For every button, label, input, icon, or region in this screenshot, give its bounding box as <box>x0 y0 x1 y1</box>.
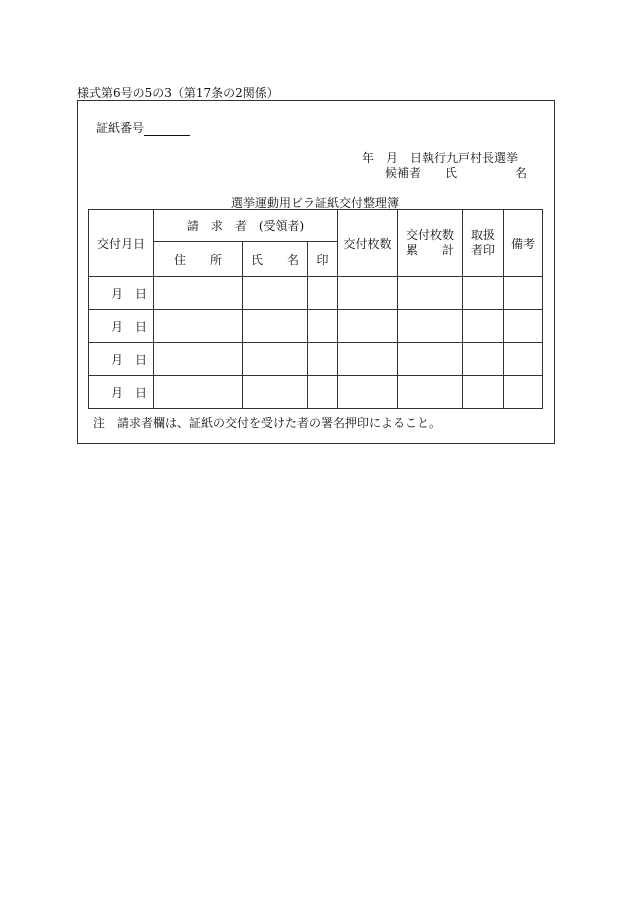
seal-cell[interactable] <box>308 343 338 376</box>
remarks-cell[interactable] <box>504 343 543 376</box>
footnote: 注 請求者欄は、証紙の交付を受けた者の署名押印によること。 <box>93 416 442 430</box>
day-label: 日 <box>410 151 423 165</box>
table-row <box>89 376 543 409</box>
header-row-1 <box>89 210 543 242</box>
certificate-number-label: 証紙番号 <box>96 121 145 135</box>
election-name: 執行九戸村長選挙 <box>422 151 519 165</box>
cumulative-cell[interactable] <box>398 343 463 376</box>
year-label: 年 <box>362 151 375 165</box>
cumulative-cell[interactable] <box>398 277 463 310</box>
handler-cell[interactable] <box>463 376 504 409</box>
issued-count-cell[interactable] <box>338 277 398 310</box>
issued-count-cell[interactable] <box>338 376 398 409</box>
candidate-line <box>385 164 527 181</box>
col-header-name: 氏 名 <box>243 242 308 277</box>
remarks-cell[interactable] <box>504 310 543 343</box>
table-row <box>89 277 543 310</box>
name-cell[interactable] <box>243 277 308 310</box>
month-label: 月 <box>386 151 399 165</box>
candidate-label: 候補者 <box>385 166 422 180</box>
ledger-table <box>88 209 543 409</box>
handler-bottom: 者印 <box>471 243 496 257</box>
col-header-address: 住 所 <box>154 242 243 277</box>
ledger-title: 選挙運動用ビラ証紙交付整理簿 <box>230 196 399 210</box>
cumulative-cell[interactable] <box>398 310 463 343</box>
col-header-date: 交付月日 <box>89 210 154 277</box>
address-cell[interactable] <box>154 376 243 409</box>
name-cell[interactable] <box>243 376 308 409</box>
table-row <box>89 310 543 343</box>
row-date-cell[interactable]: 月 日 <box>89 376 154 409</box>
remarks-cell[interactable] <box>504 376 543 409</box>
address-cell[interactable] <box>154 310 243 343</box>
row-date-cell[interactable]: 月 日 <box>89 277 154 310</box>
handler-cell[interactable] <box>463 310 504 343</box>
col-header-cumulative <box>398 210 463 277</box>
candidate-mei: 名 <box>515 166 528 180</box>
handler-top: 取扱 <box>471 228 496 242</box>
cumulative-right: 計 <box>442 243 455 257</box>
name-cell[interactable] <box>243 310 308 343</box>
remarks-cell[interactable] <box>504 277 543 310</box>
cumulative-cell[interactable] <box>398 376 463 409</box>
handler-cell[interactable] <box>463 343 504 376</box>
col-header-seal: 印 <box>308 242 338 277</box>
col-header-issued-count: 交付枚数 <box>338 210 398 277</box>
row-date-cell[interactable]: 月 日 <box>89 343 154 376</box>
candidate-shi: 氏 <box>445 166 458 180</box>
seal-cell[interactable] <box>308 277 338 310</box>
handler-cell[interactable] <box>463 277 504 310</box>
cumulative-left: 累 <box>406 243 419 257</box>
form-title: 様式第6号の5の3（第17条の2関係） <box>77 86 279 100</box>
col-header-requester: 請 求 者 (受領者) <box>154 210 338 242</box>
name-cell[interactable] <box>243 343 308 376</box>
col-header-remarks: 備考 <box>504 210 543 277</box>
table-row <box>89 343 543 376</box>
address-cell[interactable] <box>154 343 243 376</box>
issued-count-cell[interactable] <box>338 310 398 343</box>
cumulative-top: 交付枚数 <box>406 228 455 242</box>
certificate-number <box>96 119 190 136</box>
seal-cell[interactable] <box>308 376 338 409</box>
col-header-handler <box>463 210 504 277</box>
row-date-cell[interactable]: 月 日 <box>89 310 154 343</box>
issued-count-cell[interactable] <box>338 343 398 376</box>
seal-cell[interactable] <box>308 310 338 343</box>
certificate-number-blank[interactable] <box>144 123 190 136</box>
address-cell[interactable] <box>154 277 243 310</box>
